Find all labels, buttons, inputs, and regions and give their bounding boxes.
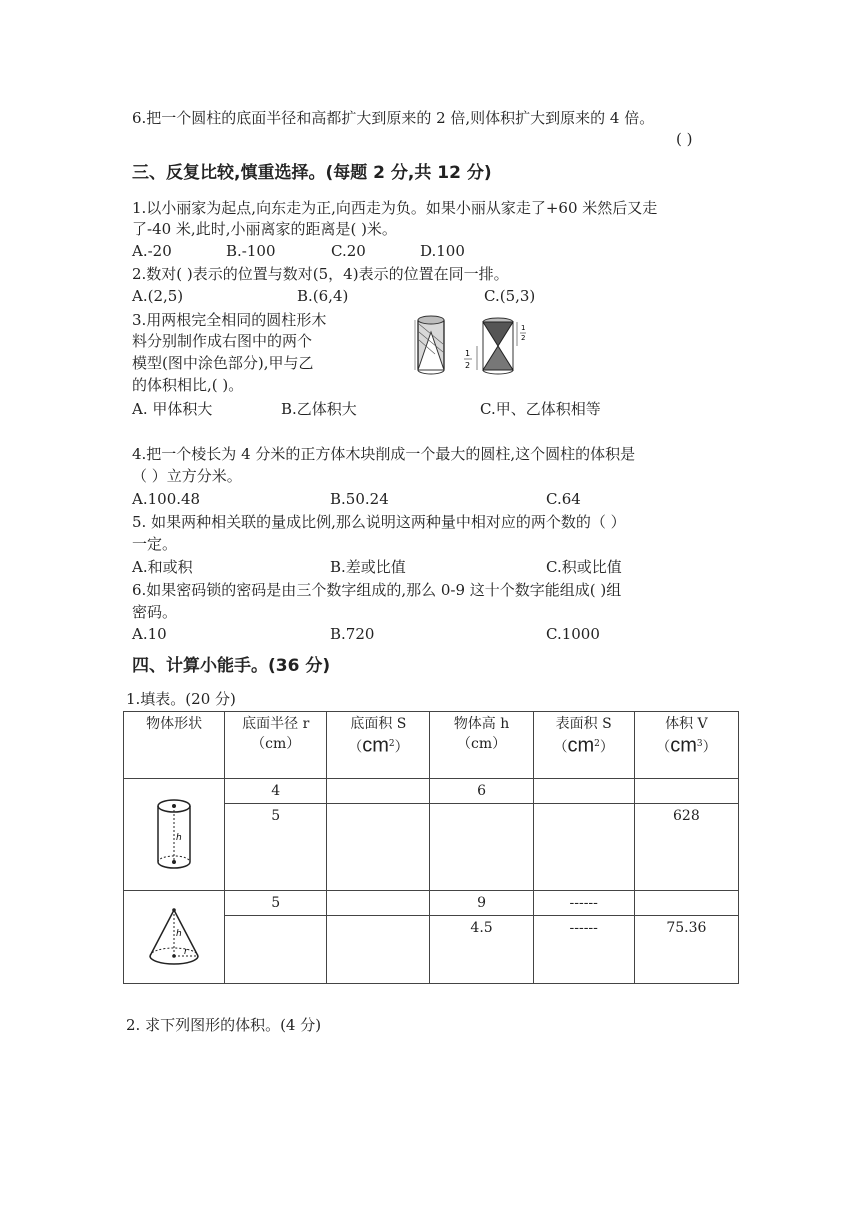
answer-cell[interactable] <box>634 779 738 804</box>
cylinder-jia <box>415 316 444 374</box>
option-c[interactable]: C.1000 <box>546 625 600 643</box>
header-base-area: 底面积 S $(cm^2)$ <box>327 712 430 779</box>
question-text: 6.如果密码锁的密码是由三个数字组成的,那么 0-9 这十个数字能组成( )组 <box>132 581 622 599</box>
answer-cell[interactable] <box>327 779 430 804</box>
table-header-row <box>124 712 739 779</box>
question-text: （ ）立方分米。 <box>132 467 242 485</box>
answer-blank[interactable]: ( ) <box>676 130 693 148</box>
question-text: 4.把一个棱长为 4 分米的正方体木块削成一个最大的圆柱,这个圆柱的体积是 <box>132 445 636 463</box>
cell: 75.36 <box>634 916 738 984</box>
option-b[interactable]: B.乙体积大 <box>281 400 357 418</box>
cylinder-models-figure <box>405 314 545 376</box>
answer-cell[interactable] <box>430 804 533 891</box>
cell: 4 <box>225 779 327 804</box>
cone-cell <box>124 891 225 984</box>
question-text: 了-40 米,此时,小丽离家的距离是( )米。 <box>132 220 397 238</box>
cell: 5 <box>225 804 327 891</box>
option-d[interactable]: D.100 <box>420 242 465 260</box>
question-text: 一定。 <box>132 535 178 553</box>
table-row <box>124 779 739 804</box>
answer-cell[interactable] <box>327 804 430 891</box>
question-text: 料分别制作成右图中的两个 <box>132 332 313 350</box>
section-heading: 四、计算小能手。(36 分) <box>132 656 331 676</box>
cell: 6 <box>430 779 533 804</box>
option-a[interactable]: A.和或积 <box>132 558 193 576</box>
cell: 4.5 <box>430 916 533 984</box>
question-text: 2. 求下列图形的体积。(4 分) <box>126 1016 322 1034</box>
fraction-label: 1 <box>465 349 471 358</box>
cone-icon <box>144 904 204 970</box>
header-surface-area: 表面积 S $(cm^2)$ <box>533 712 634 779</box>
answer-cell[interactable] <box>634 891 738 916</box>
question-text: 模型(图中涂色部分),甲与乙 <box>132 354 314 372</box>
fraction-label: 2 <box>465 361 471 370</box>
question-text: 1.以小丽家为起点,向东走为正,向西走为负。如果小丽从家走了+60 米然后又走 <box>132 199 658 217</box>
cell: ------ <box>533 891 634 916</box>
answer-cell[interactable] <box>327 891 430 916</box>
header-height: 物体高 h （cm） <box>430 712 533 779</box>
answer-cell[interactable] <box>533 779 634 804</box>
answer-cell[interactable] <box>225 916 327 984</box>
header-shape: 物体形状 <box>124 712 225 779</box>
table-title: 1.填表。(20 分) <box>126 690 236 708</box>
option-a[interactable]: A.10 <box>132 625 167 643</box>
option-a[interactable]: A. 甲体积大 <box>132 400 213 418</box>
cylinder-cell <box>124 779 225 891</box>
option-c[interactable]: C.甲、乙体积相等 <box>480 400 601 418</box>
cylinder-yi <box>477 318 517 374</box>
option-a[interactable]: A.-20 <box>132 242 172 260</box>
question-text: 密码。 <box>132 603 178 621</box>
cylinder-icon <box>149 796 199 874</box>
cell: 628 <box>634 804 738 891</box>
option-c[interactable]: C.20 <box>331 242 366 260</box>
question-text: 5. 如果两种相关联的量成比例,那么说明这两种量中相对应的两个数的（ ） <box>132 513 626 531</box>
header-radius: 底面半径 r （cm） <box>225 712 327 779</box>
option-b[interactable]: B.-100 <box>226 242 276 260</box>
option-c[interactable]: C.(5,3) <box>484 287 536 305</box>
height-label: h <box>176 929 182 939</box>
question-text: 2.数对( )表示的位置与数对(5，4)表示的位置在同一排。 <box>132 265 509 283</box>
option-b[interactable]: B.50.24 <box>330 490 389 508</box>
answer-cell[interactable] <box>533 804 634 891</box>
fraction-label: 2 <box>521 334 526 342</box>
header-volume: 体积 V $(cm^3)$ <box>634 712 738 779</box>
cell: ------ <box>533 916 634 984</box>
option-c[interactable]: C.64 <box>546 490 581 508</box>
fraction-label: 1 <box>521 324 526 332</box>
option-a[interactable]: A.100.48 <box>132 490 201 508</box>
option-b[interactable]: B.720 <box>330 625 375 643</box>
option-a[interactable]: A.(2,5) <box>132 287 184 305</box>
option-b[interactable]: B.(6,4) <box>297 287 349 305</box>
cell: 5 <box>225 891 327 916</box>
table-row <box>124 891 739 916</box>
answer-cell[interactable] <box>327 916 430 984</box>
radius-label: r <box>184 947 188 957</box>
section-heading: 三、反复比较,慎重选择。(每题 2 分,共 12 分) <box>132 163 492 183</box>
cell: 9 <box>430 891 533 916</box>
fill-in-table <box>123 711 739 984</box>
question-text: 3.用两根完全相同的圆柱形木 <box>132 311 327 329</box>
height-label: h <box>176 832 182 843</box>
option-c[interactable]: C.积或比值 <box>546 558 622 576</box>
question-text: 6.把一个圆柱的底面半径和高都扩大到原来的 2 倍,则体积扩大到原来的 4 倍。 <box>132 109 655 127</box>
option-b[interactable]: B.差或比值 <box>330 558 406 576</box>
question-text: 的体积相比,( )。 <box>132 376 244 394</box>
